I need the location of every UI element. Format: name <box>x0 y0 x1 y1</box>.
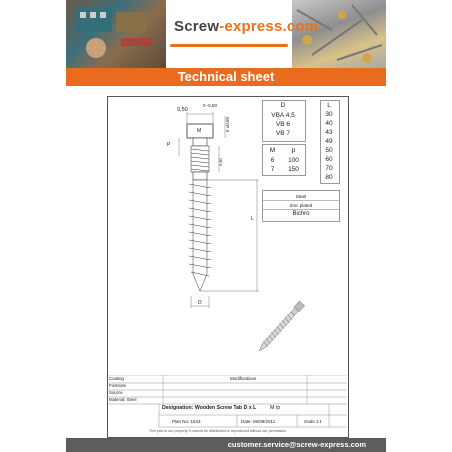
screw-collar <box>193 138 207 146</box>
material-label: Material: Steel <box>109 397 137 402</box>
logo-text-main: Screw <box>174 18 220 35</box>
plan-number: Plan No: 1643 <box>172 419 201 424</box>
p-value: 100 <box>288 157 299 164</box>
l-value: 80 <box>325 174 333 181</box>
l-value: 60 <box>325 156 333 163</box>
dim-p-label: P <box>167 142 171 148</box>
coating-label: Coating <box>109 376 124 381</box>
dim-tolerance-label: 0 -0,50 <box>203 103 218 108</box>
p-value: 150 <box>288 166 299 173</box>
l-value: 43 <box>325 129 333 136</box>
wood-thread <box>189 180 211 291</box>
tools-illustration <box>66 0 166 68</box>
modifications-label: Modifications <box>230 376 257 381</box>
dim-angle-label: 6 ±0,50 <box>225 117 230 132</box>
d-value: VB 7 <box>275 130 291 137</box>
footer-bar <box>66 438 386 452</box>
dim-thread-label: 5,80 <box>218 158 223 166</box>
dim-m-label: M <box>197 128 202 134</box>
plan-date: Date: 06/09/2011 <box>241 419 276 424</box>
l-value: 50 <box>325 147 333 154</box>
material-row: Zinc plated <box>289 203 313 208</box>
spec-table <box>262 100 340 184</box>
screw-shank <box>193 172 207 180</box>
screw-3d-render <box>257 301 305 353</box>
material-table <box>262 190 340 222</box>
m-value: 6 <box>270 157 275 164</box>
header <box>66 0 386 68</box>
designation: Designation: Wooden Screw Tab D x L <box>162 405 257 411</box>
support-email-link[interactable]: customer.service@screw-express.com <box>227 440 366 449</box>
l-value: 40 <box>325 120 333 127</box>
d-value: VB 6 <box>275 121 291 128</box>
disclaimer: This plan is our property. It cannot be distributed or reproduced without our permission <box>149 429 286 433</box>
footnote-label: Footnote <box>109 383 126 388</box>
d-header: D <box>280 102 286 109</box>
dimension-lines <box>179 112 259 308</box>
logo-text-domain: -express.com <box>219 18 319 35</box>
dim-d-label: D <box>198 300 202 306</box>
source-label: Source <box>109 390 123 395</box>
page-title: Technical sheet <box>177 69 275 84</box>
logo[interactable] <box>174 18 318 35</box>
metric-thread <box>191 146 209 172</box>
m-header: M <box>269 147 276 154</box>
m-value: 7 <box>270 166 275 173</box>
d-value: VBA 4,5 <box>271 112 295 119</box>
material-row: Steel <box>295 194 307 199</box>
l-value: 70 <box>325 165 333 172</box>
p-header: p <box>291 147 296 154</box>
l-value: 30 <box>325 111 333 118</box>
l-value: 49 <box>325 138 333 145</box>
dim-head-label: 9,50 <box>177 107 188 113</box>
logo-underline <box>170 44 288 47</box>
material-row: Bichro <box>292 211 310 217</box>
dim-length-label: L <box>251 216 254 222</box>
workbench-photo <box>66 0 166 68</box>
plan-scale: Scale 1:1 <box>304 419 322 424</box>
l-header: L <box>327 102 331 109</box>
designation-suffix: M /p <box>270 405 281 411</box>
